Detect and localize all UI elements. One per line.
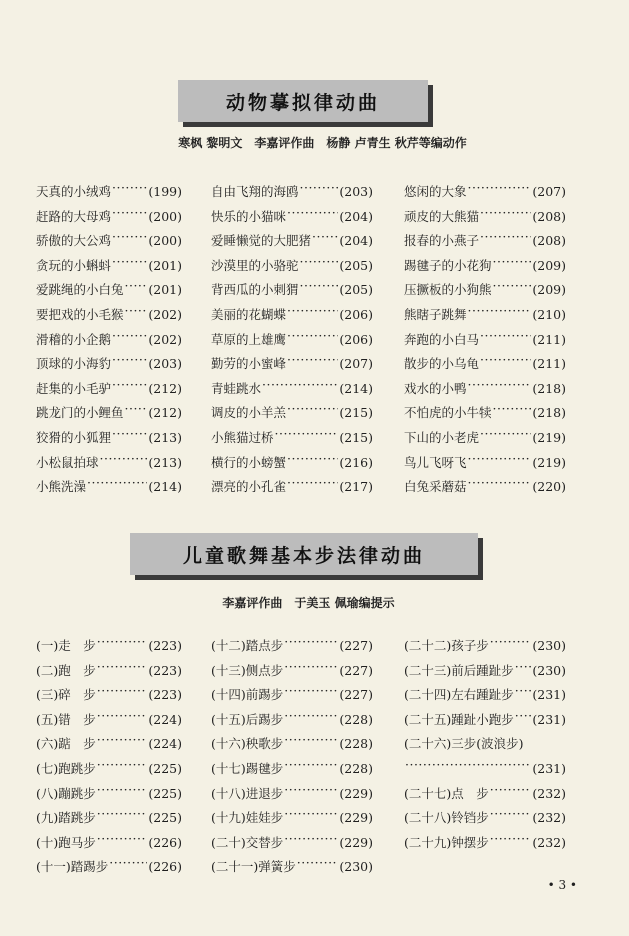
toc-leader-dots	[468, 471, 532, 496]
toc-entry-page: (230)	[532, 662, 566, 678]
toc-leader-dots	[490, 827, 532, 852]
toc-leader-dots	[490, 802, 532, 827]
toc-entry-page: (225)	[148, 785, 182, 801]
toc-entry-title: (八)蹦跳步	[36, 785, 96, 801]
toc-entry-title: (一)走 步	[36, 638, 96, 653]
toc-leader-dots	[125, 299, 148, 324]
toc-leader-dots	[312, 225, 338, 250]
toc-entry-page: (223)	[148, 662, 182, 678]
toc-entry-page: (216)	[339, 454, 373, 470]
toc-entry-title: 赶路的大母鸡	[36, 208, 112, 224]
toc-leader-dots	[480, 324, 531, 349]
toc-entry-title: 贪玩的小蝌蚪	[36, 257, 112, 273]
section-1-column-2	[211, 180, 373, 500]
toc-entry-page: (200)	[148, 233, 182, 249]
toc-leader-dots	[97, 802, 148, 827]
toc-entry-title: 美丽的花蝴蝶	[211, 306, 287, 322]
toc-entry-page: (223)	[148, 687, 182, 703]
toc-entry-page: (229)	[339, 810, 373, 826]
toc-entry	[36, 254, 182, 279]
toc-entry-title: 狡猾的小狐狸	[36, 429, 112, 445]
toc-entry-page: (215)	[339, 429, 373, 445]
toc-entry-title: 小熊猫过桥	[211, 429, 274, 445]
toc-entry-page: (214)	[148, 479, 182, 495]
toc-leader-dots	[284, 704, 338, 729]
toc-leader-dots	[284, 753, 338, 778]
toc-leader-dots	[125, 397, 148, 422]
toc-entry-page: (225)	[148, 810, 182, 826]
toc-entry-title: (十九)娃娃步	[211, 810, 284, 826]
toc-leader-dots	[112, 324, 147, 349]
toc-leader-dots	[300, 250, 339, 275]
toc-leader-dots	[284, 802, 338, 827]
toc-entry-page: (209)	[532, 282, 566, 298]
toc-entry-title: 爱跳绳的小白兔	[36, 282, 124, 298]
toc-entry-page: (202)	[148, 331, 182, 347]
toc-leader-dots	[262, 373, 338, 398]
toc-entry	[36, 229, 182, 254]
toc-entry-page: (228)	[339, 736, 373, 752]
toc-entry-title: (二十四)左右踵趾步	[404, 687, 514, 703]
toc-entry	[36, 303, 182, 328]
toc-entry-page: (226)	[148, 859, 182, 875]
toc-entry	[404, 229, 566, 254]
toc-entry-title: (十四)前踢步	[211, 687, 284, 703]
toc-entry	[36, 352, 182, 377]
toc-entry-title: 下山的小老虎	[404, 429, 480, 445]
toc-entry-page: (214)	[339, 380, 373, 396]
toc-entry	[36, 401, 182, 426]
toc-entry-title: 奔跑的小白马	[404, 331, 480, 347]
toc-entry	[211, 254, 373, 279]
toc-entry	[404, 475, 566, 500]
toc-entry-page: (212)	[148, 380, 182, 396]
toc-entry	[404, 683, 566, 708]
toc-entry-title: (三)碎 步	[36, 687, 96, 703]
toc-leader-dots	[468, 299, 532, 324]
toc-leader-dots	[284, 728, 338, 753]
toc-leader-dots	[480, 225, 531, 250]
toc-entry-title: (七)跑跳步	[36, 760, 96, 776]
toc-leader-dots	[97, 630, 148, 655]
toc-entry-title: 熊瞎子跳舞	[404, 306, 467, 322]
toc-leader-dots	[297, 851, 339, 876]
toc-entry-page: (224)	[148, 711, 182, 727]
toc-entry-page: (203)	[148, 356, 182, 372]
toc-leader-dots	[275, 422, 339, 447]
toc-entry	[211, 229, 373, 254]
toc-leader-dots	[405, 753, 531, 778]
toc-entry	[404, 377, 566, 402]
toc-entry	[404, 831, 566, 856]
toc-leader-dots	[97, 704, 148, 729]
toc-entry-title: 踢毽子的小花狗	[404, 257, 492, 273]
toc-entry	[36, 475, 182, 500]
toc-entry-title: 悠闲的大象	[404, 184, 467, 199]
toc-leader-dots	[300, 176, 339, 201]
toc-leader-dots	[284, 778, 338, 803]
toc-leader-dots	[112, 176, 147, 201]
toc-leader-dots	[112, 422, 147, 447]
toc-entry	[36, 180, 182, 205]
toc-entry-title: (十一)踏踢步	[36, 859, 109, 875]
toc-leader-dots	[112, 201, 147, 226]
toc-entry-page: (202)	[148, 306, 182, 322]
toc-entry	[36, 278, 182, 303]
toc-entry-title: (二十)交替步	[211, 834, 284, 850]
toc-entry-page: (218)	[532, 405, 566, 421]
section-2-title: 儿童歌舞基本步法律动曲	[130, 533, 478, 575]
toc-entry-title: 背西瓜的小刺猬	[211, 282, 299, 298]
toc-entry-page: (217)	[339, 479, 373, 495]
toc-leader-dots	[97, 753, 148, 778]
toc-entry-title: 青蛙跳水	[211, 380, 262, 396]
toc-entry-page: (206)	[339, 331, 373, 347]
toc-entry-page: (212)	[148, 405, 182, 421]
toc-leader-dots	[287, 447, 338, 472]
toc-entry-title: 报春的小燕子	[404, 233, 480, 249]
toc-entry-title: 散步的小乌龟	[404, 356, 480, 372]
toc-leader-dots	[287, 324, 338, 349]
toc-entry-page: (207)	[532, 184, 566, 199]
toc-entry	[211, 831, 373, 856]
toc-leader-dots	[515, 704, 532, 729]
toc-entry-title: (二十一)弹簧步	[211, 859, 296, 875]
toc-entry-page: (219)	[532, 429, 566, 445]
toc-entry-title: 调皮的小羊羔	[211, 405, 287, 421]
toc-leader-dots	[493, 397, 532, 422]
toc-entry-title: 草原的上雄鹰	[211, 331, 287, 347]
toc-entry-title: (十三)侧点步	[211, 662, 284, 678]
toc-leader-dots	[284, 827, 338, 852]
toc-leader-dots	[97, 827, 148, 852]
toc-entry-page: (204)	[339, 208, 373, 224]
toc-entry-page: (201)	[148, 282, 182, 298]
toc-leader-dots	[97, 778, 148, 803]
toc-leader-dots	[125, 274, 148, 299]
toc-entry-title: (十八)进退步	[211, 785, 284, 801]
toc-entry-title: (二十八)铃铛步	[404, 810, 489, 826]
toc-entry-title: 自由飞翔的海鸥	[211, 184, 299, 199]
toc-entry-page: (204)	[339, 233, 373, 249]
toc-entry-title: (十二)踏点步	[211, 638, 284, 653]
toc-entry-title: 横行的小螃蟹	[211, 454, 287, 470]
page-number: • 3 •	[547, 878, 577, 892]
toc-leader-dots	[490, 630, 532, 655]
toc-entry-title: 鸟儿飞呀飞	[404, 454, 467, 470]
toc-entry-page: (229)	[339, 785, 373, 801]
toc-entry-page: (231)	[532, 760, 566, 776]
toc-entry-title: 骄傲的大公鸡	[36, 233, 112, 249]
toc-entry-page: (230)	[532, 638, 566, 653]
toc-leader-dots	[287, 397, 338, 422]
toc-entry-page: (211)	[532, 331, 566, 347]
section-2-column-2	[211, 634, 373, 880]
toc-entry-page: (211)	[532, 356, 566, 372]
toc-entry	[404, 708, 566, 733]
toc-leader-dots	[112, 225, 147, 250]
toc-entry-page: (218)	[532, 380, 566, 396]
toc-entry	[36, 205, 182, 230]
toc-leader-dots	[287, 471, 338, 496]
toc-entry-title: 要把戏的小毛猴	[36, 306, 124, 322]
section-2-column-3	[404, 634, 566, 855]
toc-leader-dots	[109, 851, 147, 876]
toc-entry-page: (209)	[532, 257, 566, 273]
toc-entry	[404, 806, 566, 831]
toc-entry-title: (二)跑 步	[36, 662, 96, 678]
toc-entry-page: (206)	[339, 306, 373, 322]
toc-entry-page: (205)	[339, 257, 373, 273]
toc-entry-page: (215)	[339, 405, 373, 421]
toc-entry-title: (九)踏跳步	[36, 810, 96, 826]
toc-leader-dots	[287, 299, 338, 324]
toc-entry-page: (219)	[532, 454, 566, 470]
section-1-column-1	[36, 180, 182, 500]
toc-entry	[211, 475, 373, 500]
toc-entry-page: (224)	[148, 736, 182, 752]
toc-entry-title: (二十九)钟摆步	[404, 834, 489, 850]
toc-entry-title: (十七)踢毽步	[211, 760, 284, 776]
toc-entry-title: 沙漠里的小骆驼	[211, 257, 299, 273]
toc-entry-title: 顽皮的大熊猫	[404, 208, 480, 224]
toc-entry-page: (225)	[148, 760, 182, 776]
toc-entry-title: 顶球的小海豹	[36, 356, 112, 372]
toc-entry-page: (199)	[148, 184, 182, 199]
toc-entry-title: (十五)后踢步	[211, 711, 284, 727]
toc-leader-dots	[480, 348, 531, 373]
toc-leader-dots	[300, 274, 339, 299]
toc-leader-dots	[284, 679, 338, 704]
toc-leader-dots	[493, 250, 532, 275]
section-2-credit: 李嘉评作曲 于美玉 佩瑜编提示	[222, 596, 395, 610]
toc-leader-dots	[287, 348, 338, 373]
toc-entry-page: (203)	[339, 184, 373, 199]
toc-entry-title: (二十三)前后踵趾步	[404, 662, 514, 678]
toc-entry-title: 小熊洗澡	[36, 479, 87, 495]
toc-entry-page: (232)	[532, 834, 566, 850]
toc-entry	[211, 205, 373, 230]
toc-entry-page: (231)	[532, 711, 566, 727]
toc-entry-title: (五)错 步	[36, 711, 96, 727]
section-1-credit: 寒枫 黎明文 李嘉评作曲 杨静 卢青生 秋芹等编动作	[178, 136, 467, 150]
toc-entry	[404, 254, 566, 279]
toc-entry-title: 爱睡懒觉的大肥猪	[211, 233, 312, 249]
toc-entry-title: 赶集的小毛驴	[36, 380, 112, 396]
toc-entry-page: (200)	[148, 208, 182, 224]
toc-entry	[36, 328, 182, 353]
toc-leader-dots	[97, 679, 148, 704]
toc-entry-title: (二十五)踵趾小跑步	[404, 711, 514, 727]
toc-entry	[36, 377, 182, 402]
toc-leader-dots	[468, 447, 532, 472]
toc-entry-page: (227)	[339, 662, 373, 678]
toc-leader-dots	[490, 778, 532, 803]
toc-entry-title: (十)跑马步	[36, 834, 96, 850]
toc-leader-dots	[468, 373, 532, 398]
toc-leader-dots	[287, 201, 338, 226]
toc-entry-page: (205)	[339, 282, 373, 298]
toc-entry	[36, 855, 182, 880]
toc-leader-dots	[100, 447, 148, 472]
toc-entry-page: (201)	[148, 257, 182, 273]
toc-entry-title: 滑稽的小企鹅	[36, 331, 112, 347]
toc-leader-dots	[97, 728, 148, 753]
toc-entry	[404, 659, 566, 684]
toc-entry-title: 白兔采蘑菇	[404, 479, 467, 495]
toc-leader-dots	[493, 274, 532, 299]
toc-entry-page: (232)	[532, 785, 566, 801]
toc-entry-title: (二十二)孩子步	[404, 638, 489, 653]
toc-entry	[211, 855, 373, 880]
toc-leader-dots	[112, 250, 147, 275]
toc-entry-title: (六)踮 步	[36, 736, 96, 752]
toc-entry-page: (229)	[339, 834, 373, 850]
toc-entry-title: 戏水的小鸭	[404, 380, 467, 396]
toc-entry-page: (227)	[339, 638, 373, 653]
toc-entry-title: (十六)秧歌步	[211, 736, 284, 752]
toc-entry-page: (220)	[532, 479, 566, 495]
toc-entry-title: 小松鼠拍球	[36, 454, 99, 470]
toc-entry-page: (210)	[532, 306, 566, 322]
toc-entry-page: (228)	[339, 711, 373, 727]
toc-leader-dots	[112, 348, 147, 373]
toc-leader-dots	[284, 630, 338, 655]
toc-entry-page: (232)	[532, 810, 566, 826]
toc-entry	[404, 782, 566, 807]
toc-entry-title: 压撅板的小狗熊	[404, 282, 492, 298]
toc-leader-dots	[480, 201, 531, 226]
toc-leader-dots	[515, 679, 532, 704]
toc-entry-page: (208)	[532, 208, 566, 224]
toc-leader-dots	[97, 655, 148, 680]
toc-leader-dots	[112, 373, 147, 398]
toc-entry-page: (228)	[339, 760, 373, 776]
toc-leader-dots	[468, 176, 532, 201]
toc-entry-title: 快乐的小猫咪	[211, 208, 287, 224]
toc-entry	[404, 757, 566, 782]
toc-entry-page: (207)	[339, 356, 373, 372]
section-1-column-3	[404, 180, 566, 500]
toc-leader-dots	[87, 471, 147, 496]
toc-entry-page: (213)	[148, 454, 182, 470]
toc-entry-title: (二十七)点 步	[404, 785, 489, 801]
toc-entry-title: 漂亮的小孔雀	[211, 479, 287, 495]
toc-entry	[404, 634, 566, 659]
toc-entry-title: 跳龙门的小鲤鱼	[36, 405, 124, 421]
toc-entry-page: (213)	[148, 429, 182, 445]
toc-entry-page: (226)	[148, 834, 182, 850]
toc-entry-title: 不怕虎的小牛犊	[404, 405, 492, 421]
toc-leader-dots	[515, 655, 532, 680]
toc-entry-page: (227)	[339, 687, 373, 703]
toc-entry-title: (二十六)三步(波浪步)	[404, 736, 524, 752]
toc-entry-page: (223)	[148, 638, 182, 653]
toc-entry-title: 天真的小绒鸡	[36, 184, 112, 199]
section-1-title: 动物摹拟律动曲	[178, 80, 428, 122]
toc-leader-dots	[284, 655, 338, 680]
toc-entry-title: 勤劳的小蜜峰	[211, 356, 287, 372]
section-2-column-1	[36, 634, 182, 880]
toc-leader-dots	[480, 422, 531, 447]
toc-entry-page: (208)	[532, 233, 566, 249]
toc-entry-page: (231)	[532, 687, 566, 703]
toc-entry-page: (230)	[339, 859, 373, 875]
